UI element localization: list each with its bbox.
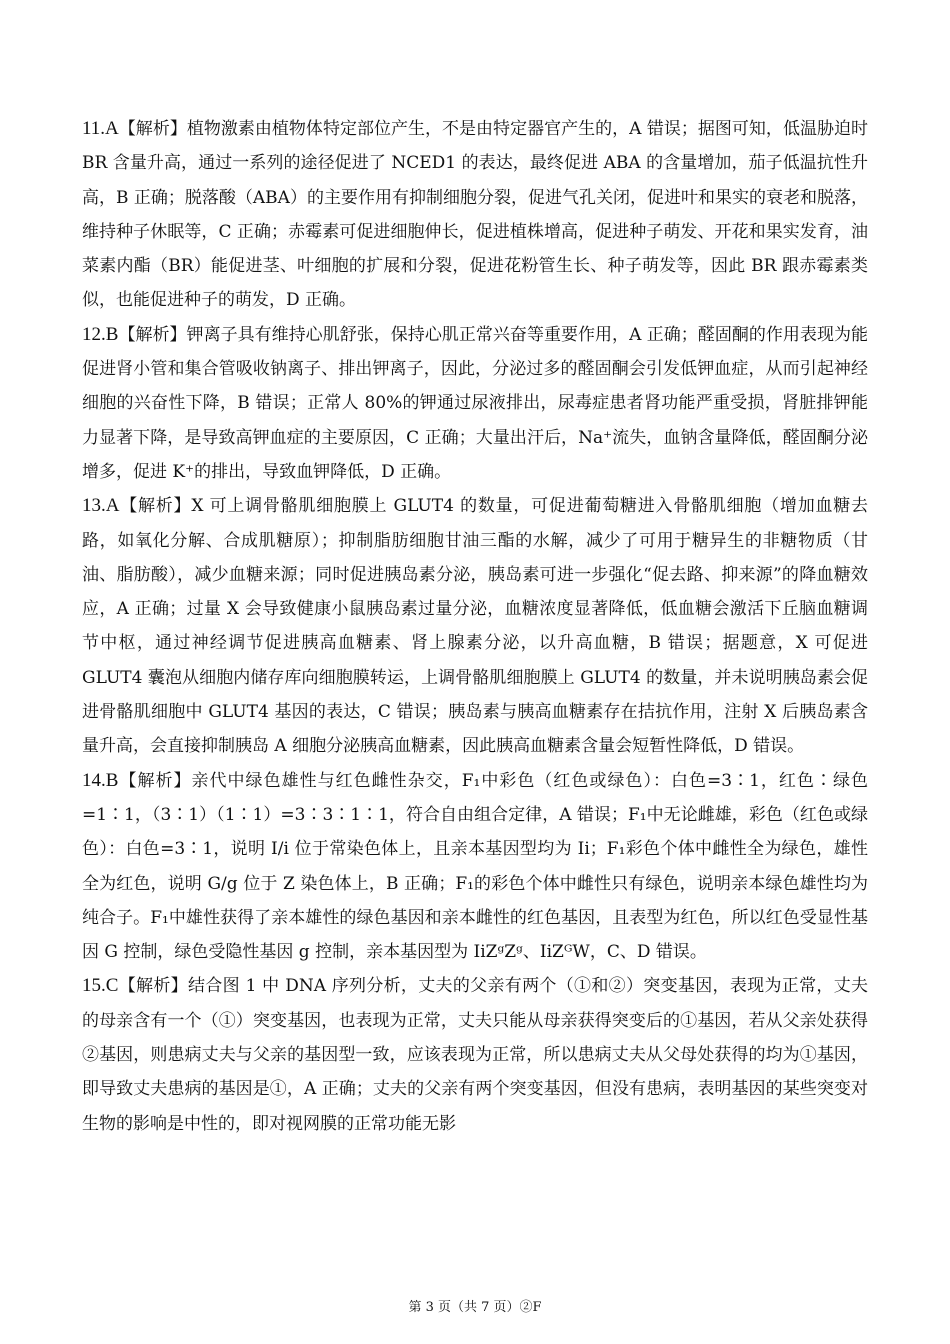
answer-12 — [82, 318, 868, 489]
analysis-tag: 【解析】 — [118, 770, 192, 791]
answer-15 — [82, 969, 868, 1140]
answer-number: 11.A — [82, 118, 119, 139]
answer-11 — [82, 112, 868, 318]
analysis-tag: 【解析】 — [119, 496, 192, 517]
answer-number: 13.A — [82, 495, 120, 517]
analysis-tag: 【解析】 — [118, 324, 187, 345]
answer-text: 亲代中绿色雄性与红色雌性杂交，F₁中彩色（红色或绿色）：白色=3∶1，红色∶绿色=1∶1，（3∶1）（1∶1）=3∶3∶1∶1，符合自由组合定律，A 错误；F₁中无论雌雄，彩色（红色或绿色）：白色=3∶1，说明 I/i 位于常染色体上，且亲本基因型均为 Ii；F₁彩色个体中雌性全为绿色，雄性全为红色，说明 G/g 位于 Z 染色体上，B 正确；F₁的彩色个体中雌性只有绿色，说明亲本绿色雄性均为纯合子。F₁中雄性获得了亲本雄性的绿色基因和亲本雌性的红色基因，且表型为红色，所以红色受显性基因 G 控制，绿色受隐性基因 g 控制，亲本基因型为 IiZᵍZᵍ、IiZᴳW，C、D 错误。 — [82, 770, 868, 963]
answer-number: 12.B — [82, 323, 119, 345]
answer-number: 14.B — [82, 769, 119, 791]
answer-text: 植物激素由植物体特定部位产生，不是由特定器官产生的，A 错误；据图可知，低温胁迫时 BR 含量升高，通过一系列的途径促进了 NCED1 的表达，最终促进 ABA 的含量增加，茄子低温抗性升高，B 正确；脱落酸（ABA）的主要作用有抑制细胞分裂，促进气孔关闭，促进叶和果实的衰老和脱落，维持种子休眠等，C 正确；赤霉素可促进细胞伸长，促进植株增高，促进种子萌发、开花和果实发育，油菜素内酯（BR）能促进茎、叶细胞的扩展和分裂，促进花粉管生长、种子萌发等，因此 BR 跟赤霉素类似，也能促进种子的萌发，D 正确。 — [82, 119, 868, 311]
answer-text: 钾离子具有维持心肌舒张，保持心肌正常兴奋等重要作用，A 正确；醛固酮的作用表现为能促进肾小管和集合管吸收钠离子、排出钾离子，因此，分泌过多的醛固酮会引发低钾血症，从而引起神经细胞的兴奋性下降，B 错误；正常人 80%的钾通过尿液排出，尿毒症患者肾功能严重受损，肾脏排钾能力显著下降，是导致高钾血症的主要原因，C 正确；大量出汗后，Na⁺流失，血钠含量降低，醛固酮分泌增多，促进 K⁺的排出，导致血钾降低，D 正确。 — [82, 324, 869, 482]
answer-number: 15.C — [82, 975, 119, 997]
answer-text: 结合图 1 中 DNA 序列分析，丈夫的父亲有两个（①和②）突变基因，表现为正常，丈夫的母亲含有一个（①）突变基因，也表现为正常，丈夫只能从母亲获得突变后的①基因，若从父亲处获得②基因，则患病丈夫与父亲的基因型一致，应该表现为正常，所以患病丈夫从父母处获得的均为①基因，即导致丈夫患病的基因是①，A 正确；丈夫的父亲有两个突变基因，但没有患病，表明基因的某些突变对生物的影响是中性的，即对视网膜的正常功能无影 — [82, 976, 869, 1134]
page-footer: 第 3 页（共 7 页）②F — [408, 1300, 542, 1315]
answer-text: X 可上调骨骼肌细胞膜上 GLUT4 的数量，可促进葡萄糖进入骨骼肌细胞（增加血糖去路，如氧化分解、合成肌糖原）；抑制脂肪细胞甘油三酯的水解，减少了可用于糖异生的非糖物质（甘油、脂肪酸），减少血糖来源；同时促进胰岛素分泌，胰岛素可进一步强化“促去路、抑来源”的降血糖效应，A 正确；过量 X 会导致健康小鼠胰岛素过量分泌，血糖浓度显著降低，低血糖会激活下丘脑血糖调节中枢，通过神经调节促进胰高血糖素、肾上腺素分泌，以升高血糖，B 错误；据题意，X 可促进 GLUT4 囊泡从细胞内储存库向细胞膜转运，上调骨骼肌细胞膜上 GLUT4 的数量，并未说明胰岛素会促进骨骼肌细胞中 GLUT4 基因的表达，C 错误；胰岛素与胰高血糖素存在拮抗作用，注射 X 后胰岛素含量升高，会直接抑制胰岛 A 细胞分泌胰高血糖素，因此胰高血糖素含量会短暂性降低，D 错误。 — [82, 496, 869, 757]
analysis-tag: 【解析】 — [118, 976, 188, 997]
analysis-tag: 【解析】 — [118, 119, 187, 139]
answer-14 — [82, 764, 868, 970]
answer-13 — [82, 489, 868, 763]
